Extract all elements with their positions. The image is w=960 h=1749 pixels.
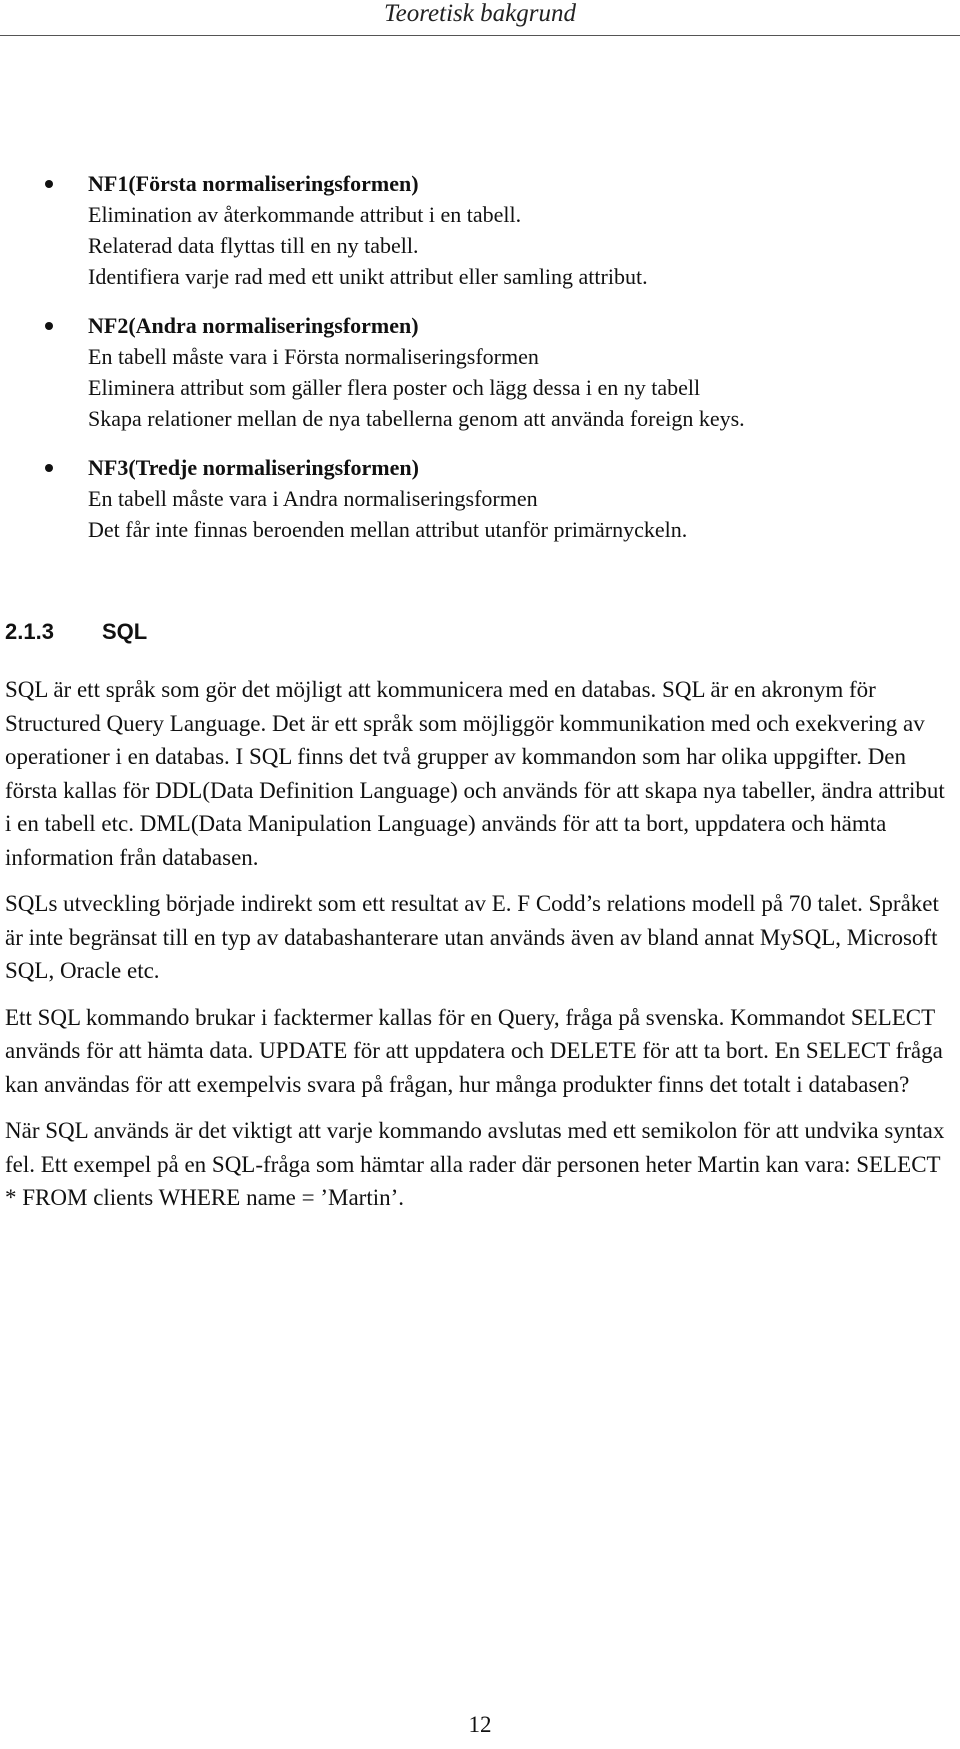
section-body [5,673,955,1228]
running-header: Teoretisk bakgrund [384,0,576,27]
page-number: 12 [468,1712,492,1737]
list-item-title: NF1(Första normaliseringsformen) [88,171,419,196]
list-item-title: NF2(Andra normaliseringsformen) [88,313,419,338]
list-item-nf2 [0,310,960,434]
list-item-line: En tabell måste vara i Första normaliseringsformen [88,344,539,369]
header-rule [0,35,960,36]
list-item-nf1 [0,168,960,292]
section-title: SQL [102,619,148,644]
normal-forms-list [0,168,960,563]
bullet-dot-icon [45,180,53,188]
bullet-dot-icon [45,464,53,472]
body-paragraph: SQLs utveckling började indirekt som ett resultat av E. F Codd’s relations modell på 70 talet. Språket är inte begränsat till en typ av databashanterare utan används även av bland annat MySQL, Microsoft SQL, Oracle etc. [5,891,939,983]
list-item-line: Elimination av återkommande attribut i en tabell. [88,202,522,227]
list-item-line: En tabell måste vara i Andra normaliseringsformen [88,486,538,511]
body-paragraph: När SQL används är det viktigt att varje kommando avslutas med ett semikolon för att undvika syntax fel. Ett exempel på en SQL-fråga som hämtar alla rader där personen heter Martin kan vara: SELECT * FROM clients WHERE name = ’Martin’. [5,1118,945,1210]
list-item-line: Skapa relationer mellan de nya tabellerna genom att använda foreign keys. [88,406,745,431]
section-heading [5,618,147,646]
body-paragraph: Ett SQL kommando brukar i facktermer kallas för en Query, fråga på svenska. Kommandot SELECT används för att hämta data. UPDATE för att uppdatera och DELETE för att ta bort. En SELECT fråga kan användas för att exempelvis svara på frågan, hur många produkter finns det totalt i databasen? [5,1004,943,1097]
list-item-line: Eliminera attribut som gäller flera poster och lägg dessa i en ny tabell [88,375,701,400]
list-item-title: NF3(Tredje normaliseringsformen) [88,455,419,480]
bullet-dot-icon [45,322,53,330]
list-item-line: Det får inte finnas beroenden mellan attribut utanför primärnyckeln. [88,517,688,542]
list-item-line: Identifiera varje rad med ett unikt attribut eller samling attribut. [88,264,648,289]
list-item-nf3 [0,452,960,545]
section-number: 2.1.3 [5,619,54,644]
list-item-line: Relaterad data flyttas till en ny tabell. [88,233,419,258]
body-paragraph: SQL är ett språk som gör det möjligt att kommunicera med en databas. SQL är en akronym för Structured Query Language. Det är ett språk som möjliggör kommunikation med och exekvering av operationer i en databas. I SQL finns det två grupper av kommandon som har olika uppgifter. Den första kallas för DDL(Data Definition Language) och används för att skapa nya tabeller, ändra attribut i en tabell etc. DML(Data Manipulation Language) används för att ta bort, uppdatera och hämta information från databasen. [5,677,945,870]
